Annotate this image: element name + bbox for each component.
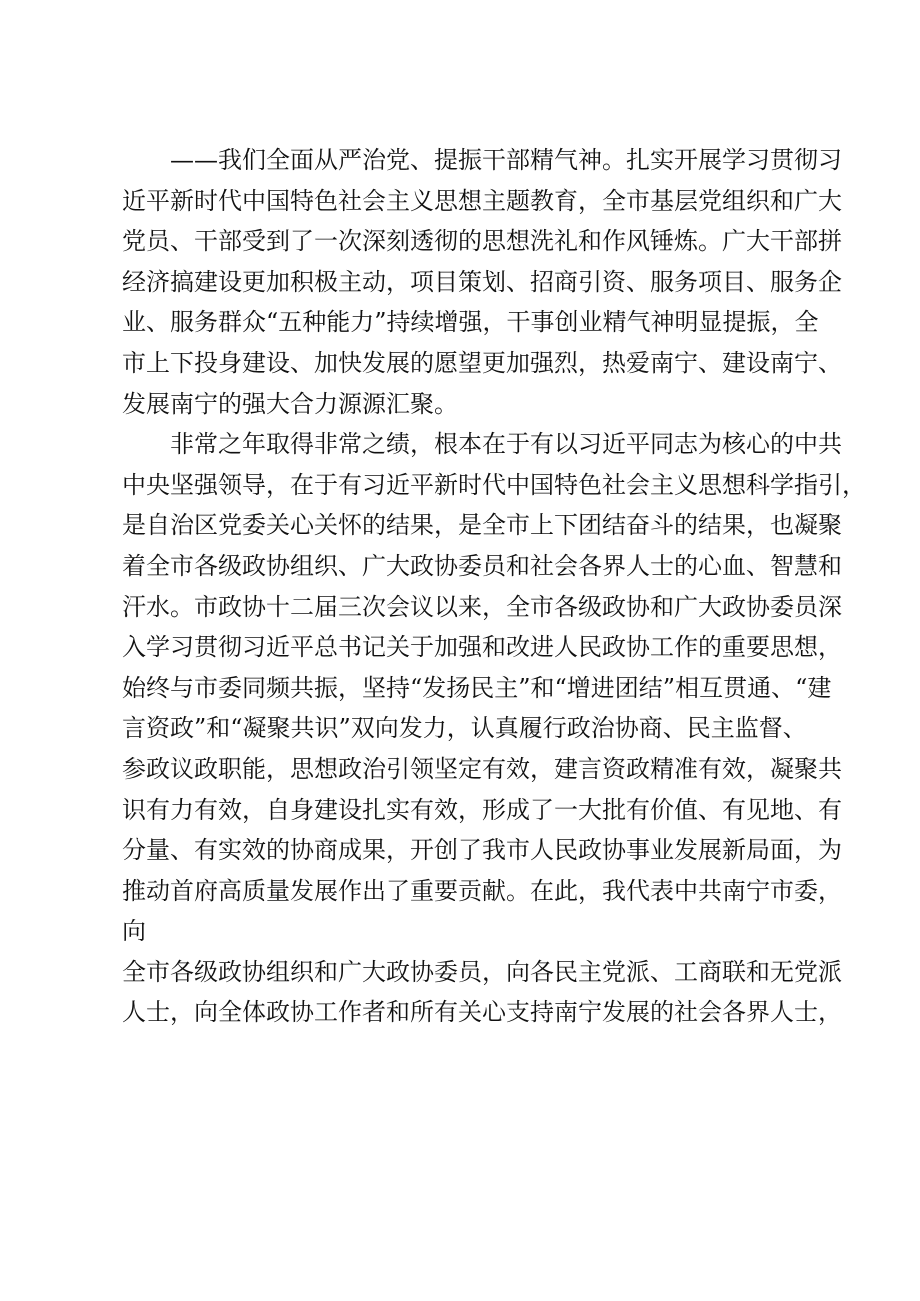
paragraph-2-line-2: 中央坚强领导，在于有习近平新时代中国特色社会主义思想科学指引， (122, 470, 866, 499)
paragraph-1-line-1: ——我们全面从严治党、提振干部精气神。扎实开展学习贯彻习 (170, 146, 842, 174)
paragraph-2-line-10: 识有力有效，自身建设扎实有效，形成了一大批有价值、有见地、有 (122, 795, 842, 824)
paragraph-2-line-5: 汗水。市政协十二届三次会议以来，全市各级政协和广大政协委员深 (122, 592, 842, 621)
paragraph-3-line-2: 人士，向全体政协工作者和所有关心支持南宁发展的社会各界人士， (122, 998, 842, 1027)
paragraph-2-line-12: 推动首府高质量发展作出了重要贡献。在此，我代表中共南宁市委， (122, 876, 842, 905)
paragraph-1-line-4: 经济搞建设更加积极主动，项目策划、招商引资、服务项目、服务企 (122, 267, 842, 296)
paragraph-1-line-3: 党员、干部受到了一次深刻透彻的思想洗礼和作风锤炼。广大干部拼 (122, 227, 842, 256)
paragraph-1-line-6: 市上下投身建设、加快发展的愿望更加强烈，热爱南宁、建设南宁、 (122, 348, 842, 377)
paragraph-2-line-6: 入学习贯彻习近平总书记关于加强和改进人民政协工作的重要思想， (122, 633, 842, 662)
paragraph-3-line-1: 全市各级政协组织和广大政协委员，向各民主党派、工商联和无党派 (122, 957, 842, 986)
body-text (122, 140, 866, 1033)
paragraph-2-line-9: 参政议政职能，思想政治引领坚定有效，建言资政精准有效，凝聚共 (122, 754, 842, 783)
paragraph-2-line-11: 分量、有实效的协商成果，开创了我市人民政协事业发展新局面，为 (122, 836, 842, 865)
paragraph-1-line-5: 业、服务群众“五种能力”持续增强，干事创业精气神明显提振，全 (122, 308, 819, 337)
paragraph-1-line-2: 近平新时代中国特色社会主义思想主题教育，全市基层党组织和广大 (122, 186, 842, 215)
paragraph-2-line-4: 着全市各级政协组织、广大政协委员和社会各界人士的心血、智慧和 (122, 551, 842, 580)
paragraph-2-line-7: 始终与市委同频共振，坚持“发扬民主”和“增进团结”相互贯通、“建 (122, 673, 832, 702)
paragraph-2-line-8: 言资政”和“凝聚共识”双向发力，认真履行政治协商、民主监督、 (122, 714, 807, 743)
paragraph-2-line-3: 是自治区党委关心关怀的结果，是全市上下团结奋斗的结果，也凝聚 (122, 511, 842, 540)
paragraph-2-line-13: 向 (122, 917, 146, 946)
paragraph-1-line-7: 发展南宁的强大合力源源汇聚。 (122, 389, 458, 418)
paragraph-2-line-1: 非常之年取得非常之绩，根本在于有以习近平同志为核心的中共 (170, 430, 842, 459)
